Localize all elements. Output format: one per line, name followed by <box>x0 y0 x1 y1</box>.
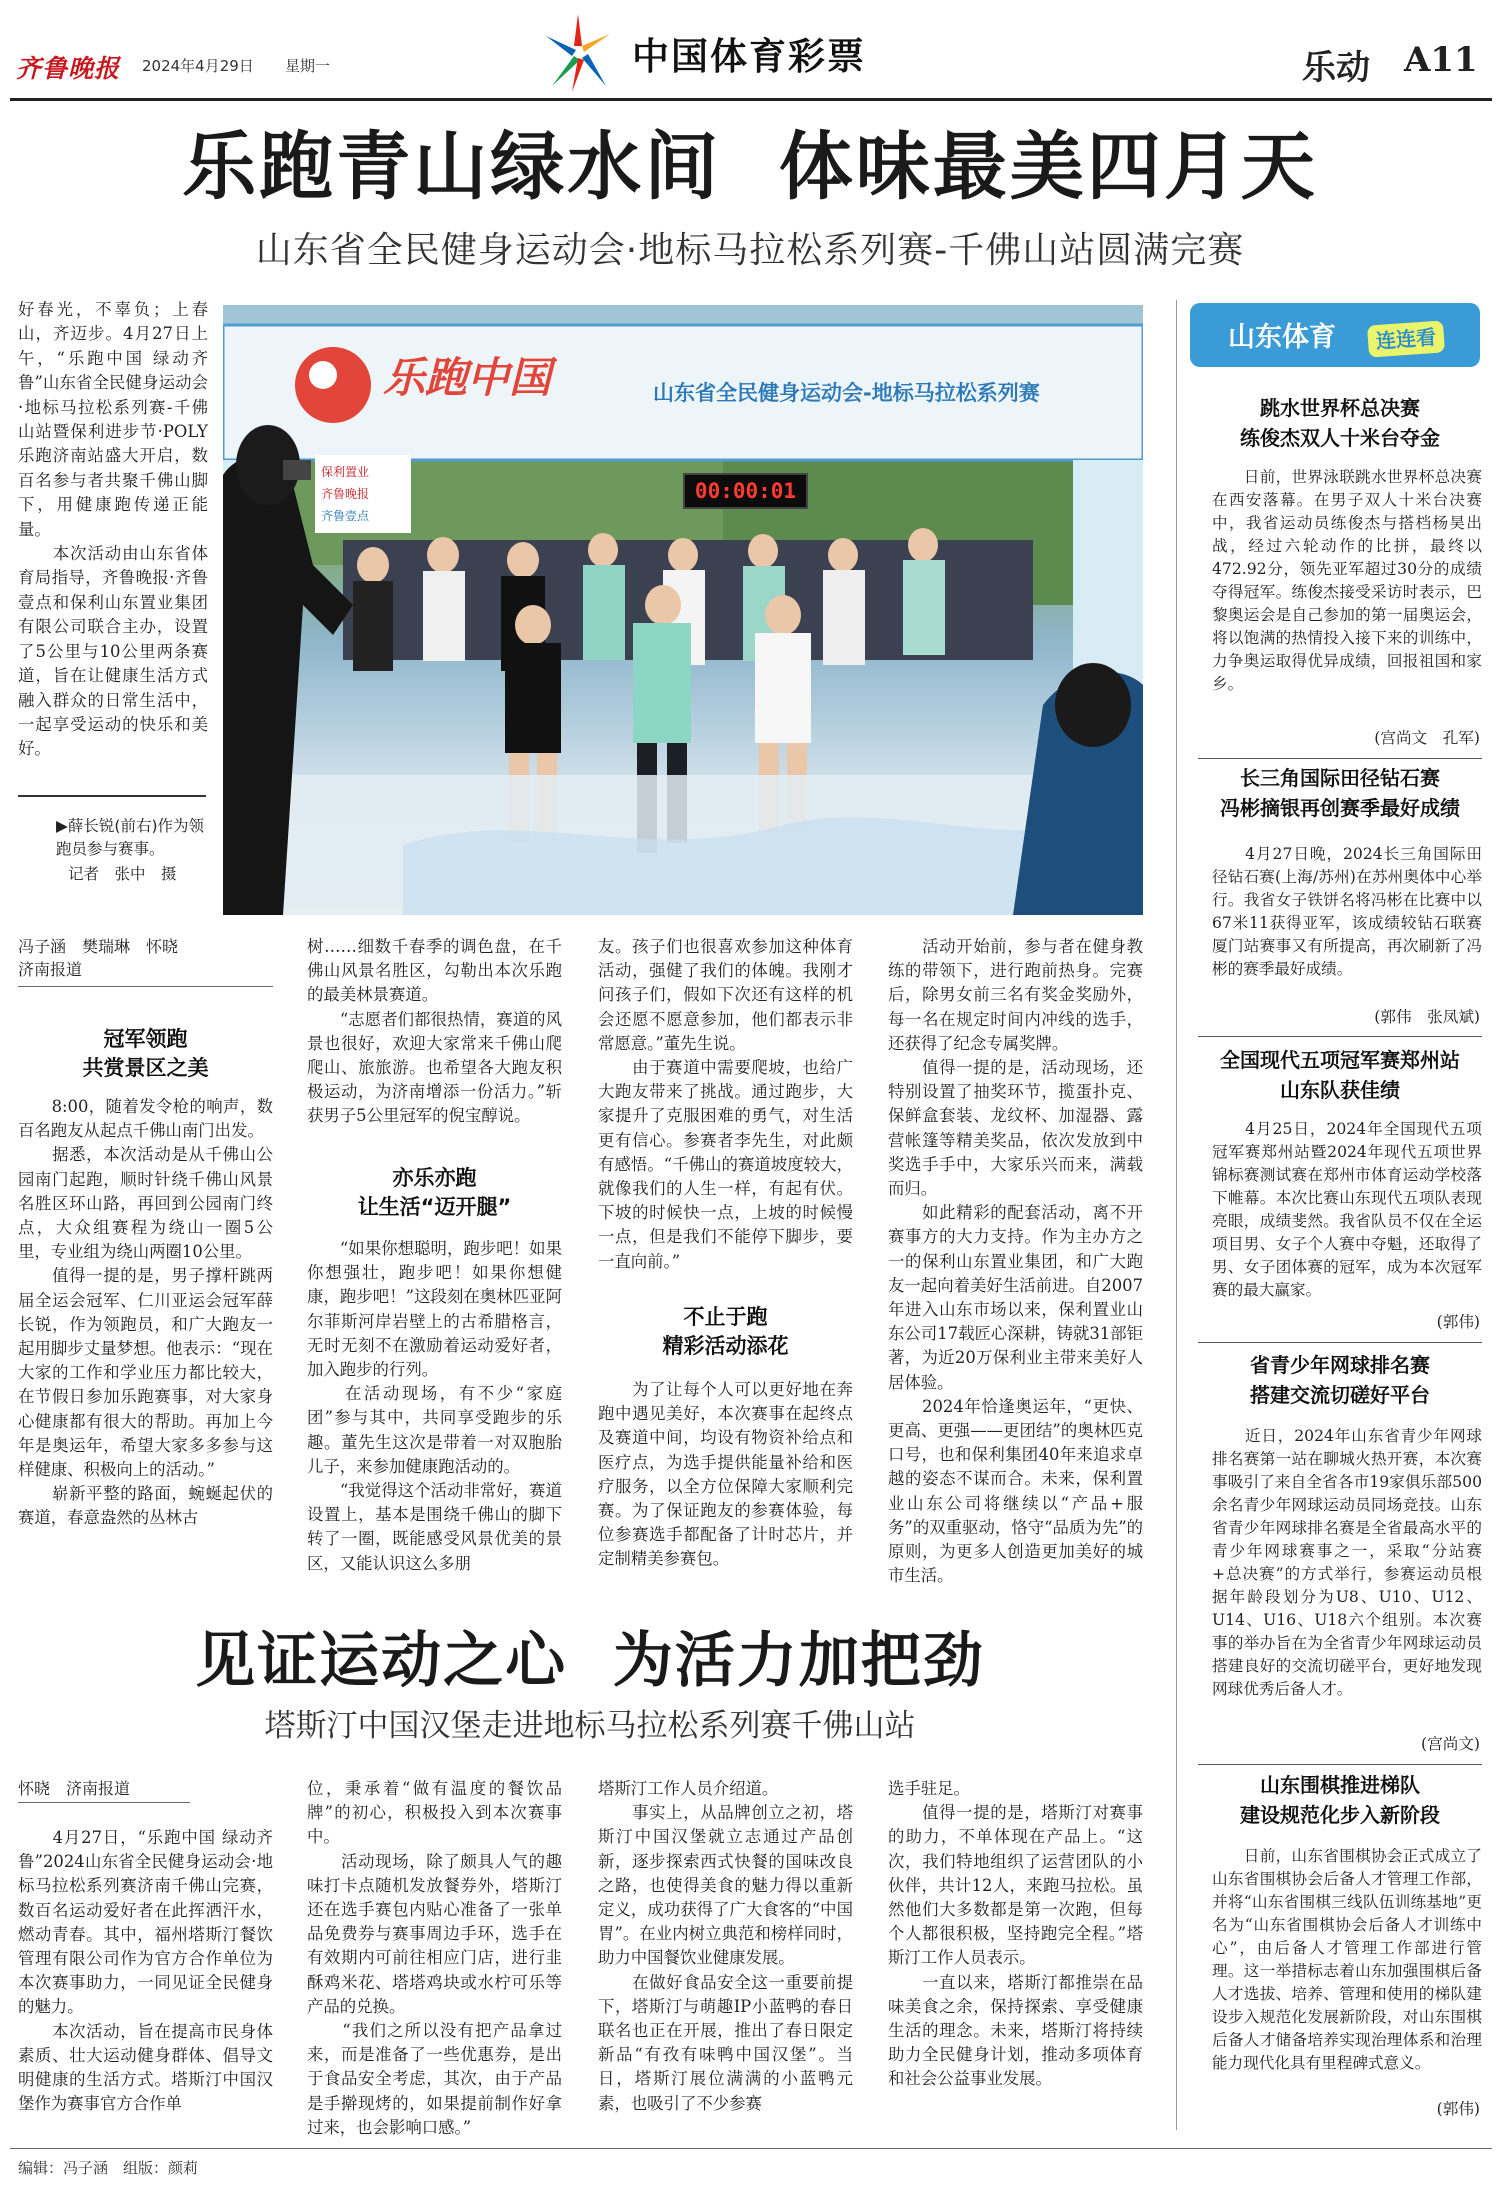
header-rule <box>10 98 1492 101</box>
photo-banner-text: 乐跑中国 <box>383 353 552 402</box>
sidebar-rule-2 <box>1198 1036 1482 1037</box>
article1-col3-title: 不止于跑 精彩活动添花 <box>662 1305 789 1358</box>
sidebar-tag <box>1190 303 1480 367</box>
article1-col3b: 为了让每个人可以更好地在奔跑中遇见美好，本次赛事在起终点及赛道中间，均设有物资补给点和医疗点，为选手提供能量补给和医疗服务，以全方位保障大家顺利完赛。为了保证跑友的参赛体验，每位参赛选手都配备了计时芯片，并定制精美参赛包。 <box>598 1380 853 1569</box>
article1-col3a: 友。孩子们也很喜欢参加这种体育活动，强健了我们的体魄。我刚才问孩子们，假如下次还有这样的机会还愿不愿意参加，他们都表示非常愿意。”董先生说。 由于赛道中需要爬坡，也给广大跑友带来了挑战。通过跑步，大家提升了克服困难的勇气，对生活更有信心。参赛者李先生，对此颇有感悟。“千佛山的赛道坡度较大，就像我们的人生一样，有起有伏。下坡的时候快一点，上坡的时候慢一点，但是我们不能停下脚步，要一直向前。” <box>598 937 853 1271</box>
photo-banner-subtitle: 山东省全民健身运动会-地标马拉松系列赛 <box>653 381 1040 405</box>
photo-credit: 记者 张中 摄 <box>68 865 177 883</box>
article2-headline: 见证运动之心 为活力加把劲 <box>195 1626 985 1696</box>
section-name: 乐动 <box>1302 48 1370 88</box>
lottery-name: 中国体育彩票 <box>632 35 866 78</box>
photo-caption: ▶薛长锐(前右)作为领跑员参与赛事。 <box>56 817 205 858</box>
article1-col2a: 树……细数千春季的调色盘，在千佛山风景名胜区，勾勒出本次乐跑的最美林景赛道。 “志愿者们都很热情，赛道的风景也很好，欢迎大家常来千佛山爬爬山、旅旅游。也希望各大跑友积极运动，为济南增添一份活力。”斩获男子5公里冠军的倪宝醇说。 <box>307 937 562 1126</box>
sidebar-item1-title: 跳水世界杯总决赛 练俊杰双人十米台夺金 <box>1240 396 1440 450</box>
footer-credits: 编辑：冯子涵 组版：颜莉 <box>18 2159 199 2177</box>
article2-subhead: 塔斯汀中国汉堡走进地标马拉松系列赛千佛山站 <box>264 1708 916 1744</box>
sidebar-item4-body: 近日，2024年山东省青少年网球排名赛第一站在聊城火热开赛，本次赛事吸引了来自全省各市19家俱乐部500余名青少年网球运动员同场竞技。山东省青少年网球排名赛是全省最高水平的青少年网球赛事之一，采取“分站赛+总决赛”的方式举行，参赛运动员根据年龄段划分为U8、U10、U12、U14、U16、U18六个组别。本次赛事的举办旨在为全省青少年网球运动员搭建良好的交流切磋平台，更好地发现网球优秀后备人才。 <box>1212 1427 1482 1698</box>
lead-divider <box>18 795 206 797</box>
article2-col1: 4月27日，“乐跑中国 绿动齐鲁”2024山东省全民健身运动会·地标马拉松系列赛济南千佛山完赛，数百名运动爱好者在此挥洒汗水，燃动青春。其中，福州塔斯汀餐饮管理有限公司作为官方合作单位为本次赛事助力，一同见证全民健身的魅力。 本次活动，旨在提高市民身体素质、壮大运动健身群体、倡导文明健康的生活方式。塔斯汀中国汉堡作为赛事官方合作单 <box>18 1828 273 2114</box>
article1-col1: 8:00，随着发令枪的响声，数百名跑友从起点千佛山南门出发。 据悉，本次活动是从千佛山公园南门起跑，顺时针绕千佛山风景名胜区环山路，再回到公园南门终点，大众组赛程为绕山一圈5公里，专业组为绕山两圈10公里。 值得一提的是，男子撑杆跳两届全运会冠军、仁川亚运会冠军薛长锐，作为领跑员，和广大跑友一起用脚步丈量梦想。他表示：“现在大家的工作和学业压力都比较大，在节假日参加乐跑赛事，对大家身心健康都有很大的帮助。再加上今年是奥运年，希望大家多多参与这样健康、积极向上的活动。” 崭新平整的路面，蜿蜒起伏的赛道，春意盎然的丛林古 <box>18 1097 273 1528</box>
sidebar-item2-credit: (郭伟 张凤斌) <box>1374 1008 1480 1026</box>
sidebar-tag-sticker: 连连看 <box>1367 320 1445 357</box>
sidebar-item2-body: 4月27日晚，2024长三角国际田径钻石赛(上海/苏州)在苏州奥体中心举行。我省女子铁饼名将冯彬在比赛中以67米11获得亚军，该成绩较钻石联赛厦门站赛事又有所提高，再次刷新了冯彬的赛季最好成绩。 <box>1212 845 1482 978</box>
page-number: A11 <box>1404 40 1478 80</box>
sidebar-item5-body: 日前，山东省围棋协会正式成立了山东省围棋协会后备人才管理工作部，并将“山东省围棋三线队伍训练基地”更名为“山东省围棋协会后备人才训练中心”，由后备人才管理工作部进行管理。这一举措标志着山东加强围棋后备人才选拔、培养、管理和使用的梯队建设步入规范化发展新阶段，对山东围棋后备人才储备培养实现治理体系和治理能力现代化具有里程碑式意义。 <box>1212 1847 1482 2072</box>
article2-byline-rule <box>18 1802 190 1803</box>
sidebar-item1-body: 日前，世界泳联跳水世界杯总决赛在西安落幕。在男子双人十米台决赛中，我省运动员练俊杰与搭档杨昊出战，经过六轮动作的比拼，最终以472.92分，领先亚军超过30分的成绩夺得冠军。练俊杰接受采访时表示，巴黎奥运会是自己参加的第一届奥运会，将以饱满的热情投入接下来的训练中，力争奥运取得优异成绩，回报祖国和家乡。 <box>1212 468 1482 693</box>
article1-col4: 活动开始前，参与者在健身教练的带领下，进行跑前热身。完赛后，除男女前三名有奖金奖励外，每一名在规定时间内冲线的选手，还获得了纪念专属奖牌。 值得一提的是，活动现场，还特别设置了抽奖环节，揽蛋扑克、保鲜盒套装、龙纹杯、加湿器、露营帐篷等精美奖品，依次发放到中奖选手手中，大家乐兴而来，满载而归。 如此精彩的配套活动，离不开赛事方的大力支持。作为主办方之一的保利山东置业集团，和广大跑友一起向着美好生活前进。自2007年进入山东市场以来，保利置业山东公司17载匠心深耕，铸就31部钜著，为近20万保利业主带来美好人居体验。 2024年恰逢奥运年，“更快、更高、更强——更团结”的奥林匹克口号，也和保利集团40年来追求卓越的姿态不谋而合。未来，保利置业山东公司将继续以“产品+服务”的双重驱动，恪守“品质为先”的原则，为更多人创造更加美好的城市生活。 <box>888 937 1143 1586</box>
sidebar-rule-4 <box>1198 1764 1482 1765</box>
issue-date: 2024年4月29日 <box>142 57 254 75</box>
article1-subhead: 山东省全民健身运动会·地标马拉松系列赛-千佛山站圆满完赛 <box>255 230 1245 271</box>
article2-col2: 位，秉承着“做有温度的餐饮品牌”的初心，积极投入到本次赛事中。 活动现场，除了颇具人气的趣味打卡点随机发放餐券外，塔斯汀还在选手赛包内贴心准备了一张单品免费券与赛事周边手环，选手在有效期内可前往相应门店，进行韭酥鸡米花、塔塔鸡块或水柠可乐等产品的兑换。 “我们之所以没有把产品拿过来，而是准备了一些优惠券，是出于食品安全考虑，其次，由于产品是手擀现烤的，如果提前制作好拿过来，也会影响口感。” <box>307 1779 562 2137</box>
article2-byline: 怀晓 济南报道 <box>18 1779 131 1798</box>
sponsor-2: 齐鲁晚报 <box>321 487 370 501</box>
sponsor-1: 保利置业 <box>321 465 370 479</box>
sidebar-item4-title: 省青少年网球排名赛 搭建交流切磋好平台 <box>1250 1353 1430 1407</box>
sidebar-item2-title: 长三角国际田径钻石赛 冯彬摘银再创赛季最好成绩 <box>1220 766 1460 820</box>
footer-rule <box>10 2148 1492 2149</box>
article1-col1-title: 冠军领跑 共赏景区之美 <box>82 1027 209 1080</box>
article1-headline: 乐跑青山绿水间 体味最美四月天 <box>182 124 1318 210</box>
sidebar-item4-credit: (宫尚文) <box>1421 1735 1480 1753</box>
sidebar-divider <box>1176 300 1177 2130</box>
sidebar-tag-label: 山东体育 <box>1228 322 1336 353</box>
article1-col2-title: 亦乐亦跑 让生活“迈开腿” <box>357 1166 512 1219</box>
article2-col4: 选手驻足。 值得一提的是，塔斯汀对赛事的助力，不单体现在产品上。“这次，我们特地组织了运营团队的小伙伴，共计12人，来跑马拉松。虽然他们大多数都是第一次跑，但每个人都很积极，坚持跑完全程。”塔斯汀工作人员表示。 一直以来，塔斯汀都推崇在品味美食之余，保持探索、享受健康生活的理念。未来，塔斯汀将持续助力全民健身计划，推动多项体育和社会公益事业发展。 <box>888 1779 1143 2089</box>
sidebar-item3-body: 4月25日，2024年全国现代五项冠军赛郑州站暨2024年现代五项世界锦标赛测试赛在郑州市体育运动学校落下帷幕。本次比赛山东现代五项队表现亮眼，成绩斐然。我省队员不仅在全运项目男、女子个人赛中夺魁，还取得了男、女子团体赛的冠军，成为本次冠军赛的最大赢家。 <box>1212 1120 1482 1299</box>
sponsor-board <box>315 455 411 533</box>
sidebar-rule-1 <box>1198 758 1482 759</box>
sidebar-item3-credit: (郭伟) <box>1436 1313 1480 1331</box>
race-timer: 00:00:01 <box>683 473 808 509</box>
article2-col3: 塔斯汀工作人员介绍道。 事实上，从品牌创立之初，塔斯汀中国汉堡就立志通过产品创新，逐步探索西式快餐的国味改良之路，也使得美食的魅力得以重新定义，成功获得了广大食客的“中国胃”。在业内树立典范和榜样同时，助力中国餐饮业健康发展。 在做好食品安全这一重要前提下，塔斯汀与萌趣IP小蓝鸭的春日联名也正在开展，推出了春日限定新品“有孜有味鸭中国汉堡”。当日，塔斯汀展位满满的小蓝鸭元素，也吸引了不少参赛 <box>598 1779 853 2113</box>
article1-byline: 冯子涵 樊瑞琳 怀晓 济南报道 <box>18 937 179 979</box>
race-start-photo <box>223 305 1143 915</box>
article1-col2b: “如果你想聪明，跑步吧！如果你想强壮，跑步吧！如果你想健康，跑步吧！”这段刻在奥林匹亚阿尔菲斯河岸岩壁上的古希腊格言，无时无刻不在激励着运动爱好者，加入跑步的行列。 在活动现场，有不少“家庭团”参与其中，共同享受跑步的乐趣。董先生这次是带着一对双胞胎儿子，来参加健康跑活动的。 “我觉得这个活动非常好，赛道设置上，基本是围绕千佛山的脚下转了一圈，既能感受风景优美的景区，又能认识这么多朋 <box>307 1239 562 1573</box>
sidebar-rule-3 <box>1198 1342 1482 1343</box>
sidebar-item1-credit: (宫尚文 孔军) <box>1374 729 1480 747</box>
masthead-logo: 齐鲁晚报 <box>16 54 121 83</box>
sponsor-3: 齐鲁壹点 <box>321 509 370 523</box>
sidebar-item3-title: 全国现代五项冠军赛郑州站 山东队获佳绩 <box>1220 1048 1460 1102</box>
article1-lead: 好春光，不辜负；上春山，齐迈步。4月27日上午，“乐跑中国 绿动齐鲁”山东省全民健身运动会·地标马拉松系列赛-千佛山站暨保利进步节·POLY乐跑济南站盛大开启，数百名参与者共聚千佛山脚下，用健康跑传递正能量。 本次活动由山东省体育局指导，齐鲁晚报·齐鲁壹点和保利山东置业集团有限公司联合主办，设置了5公里与10公里两条赛道，旨在让健康生活方式融入群众的日常生活中，一起享受运动的快乐和美好。 <box>18 300 208 759</box>
byline-rule <box>18 986 273 987</box>
lottery-logo-icon <box>532 6 624 98</box>
sidebar-item5-credit: (郭伟) <box>1436 2100 1480 2118</box>
issue-weekday: 星期一 <box>285 57 331 75</box>
sidebar-item5-title: 山东围棋推进梯队 建设规范化步入新阶段 <box>1240 1773 1440 1827</box>
